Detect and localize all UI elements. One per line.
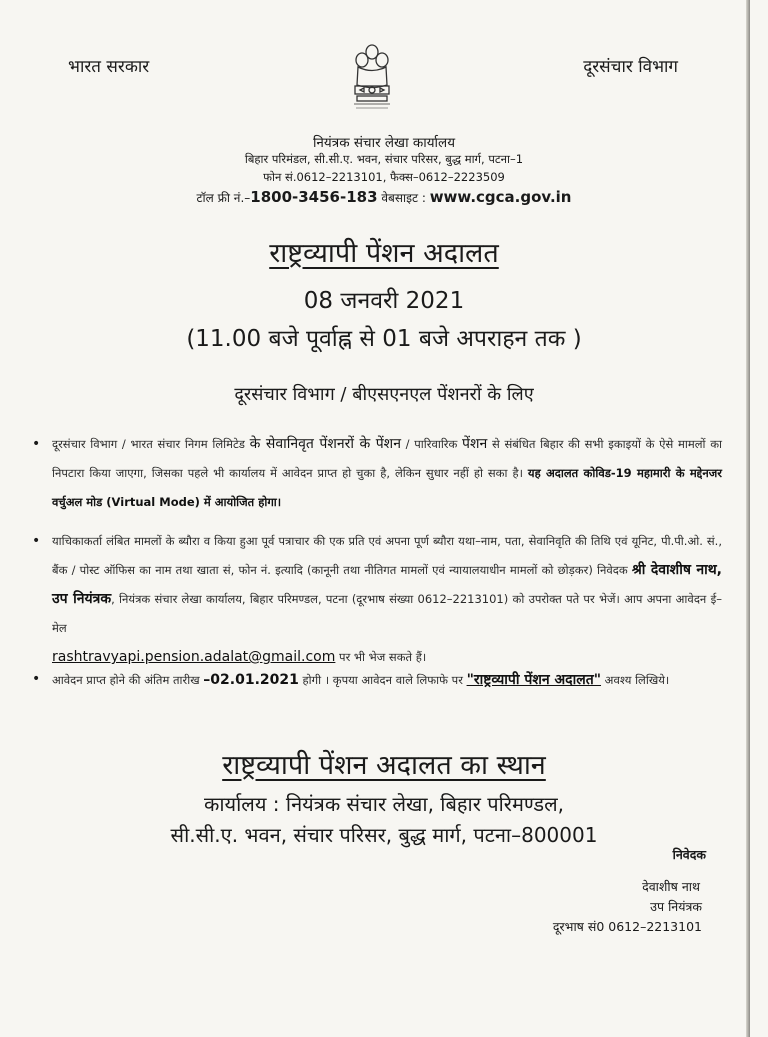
signature-phone: दूरभाष सं0 0612–2213101 <box>552 919 702 934</box>
header-right: दूरसंचार विभाग <box>583 57 678 77</box>
bullet-icon: • <box>32 671 41 687</box>
office-toll-line <box>100 188 668 206</box>
bullet-icon: • <box>32 436 41 452</box>
paragraph-deadline: आवेदन प्राप्त होने की अंतिम तारीख –02.01.2021 होगी । कृपया आवेदन वाले लिफाफे पर "राष्ट्रव्यापी पेंशन अदालत" अवश्य लिखिये। <box>52 672 670 688</box>
page-title: राष्ट्रव्यापी पेंशन अदालत <box>269 238 499 269</box>
signature-name: देवाशीष नाथ <box>642 879 700 894</box>
office-phone: फोन सं.0612–2213101, फैक्स–0612–2223509 <box>263 170 505 184</box>
venue-line-2: सी.सी.ए. भवन, संचार परिसर, बुद्ध मार्ग, पटना–800001 <box>170 823 598 847</box>
office-name: नियंत्रक संचार लेखा कार्यालय <box>312 135 456 151</box>
paragraph-submission: याचिकाकर्ता लंबित मामलों के ब्यौरा व किया हुआ पूर्व पत्राचार की एक प्रति एवं अपना पूर्ण ब्यौरा यथा–नाम, पता, सेवानिवृति की तिथि एवं यूनिट, पी.पी.ओ. सं., बैंक / पोस्ट ऑफिस का नाम तथा खाता सं, फोन नं. इत्यादि (कानूनी तथा नीतिगत मामलों एवं न्यायालयाधीन मामलों को छोड़कर) निवेदक श्री देवाशीष नाथ, उप नियंत्रक, नियंत्रक संचार लेखा कार्यालय, बिहार परिमण्डल, पटना (दूरभाष संख्या 0612–2213101) को उपरोक्त पते पर भेजें। आप अपना आवेदन ई–मेल rashtravyapi.pension.adalat@gmail.com पर भी भेज सकते हैं। <box>52 534 722 665</box>
audience-line: दूरसंचार विभाग / बीएसएनएल पेंशनरों के लिए <box>234 384 534 405</box>
signature-designation: उप नियंत्रक <box>650 899 702 914</box>
venue-title: राष्ट्रव्यापी पेंशन अदालत का स्थान <box>222 750 546 781</box>
page-edge <box>746 0 750 1037</box>
paragraph-eligibility: दूरसंचार विभाग / भारत संचार निगम लिमिटेड के सेवानिवृत पेंशनरों के पेंशन / पारिवारिक पेंशन से संबंधित बिहार की सभी इकाइयों के ऐसे मामलों का निपटारा किया जाएगा, जिसका पहले भी कार्यालय में आवेदन प्राप्त हो चुका है, लेकिन सुधार नहीं हो सका है। यह अदालत कोविड-19 महामारी के मद्देनजर वर्चुअल मोड (Virtual Mode) में आयोजित होगा। <box>52 436 723 509</box>
website-link[interactable]: www.cgca.gov.in <box>429 188 572 206</box>
signature-label: निवेदक <box>672 847 706 862</box>
header-left: भारत सरकार <box>68 57 150 77</box>
toll-label: टॉल फ्री नं.– <box>196 191 251 205</box>
event-time: (11.00 बजे पूर्वाह्न से 01 बजे अपराहन तक ) <box>186 326 582 352</box>
bullet-icon: • <box>32 533 41 549</box>
deadline-date: –02.01.2021 <box>203 672 299 688</box>
office-address: बिहार परिमंडल, सी.सी.ए. भवन, संचार परिसर, बुद्ध मार्ग, पटना–1 <box>244 152 524 166</box>
toll-number: 1800-3456-183 <box>250 188 378 206</box>
envelope-label: "राष्ट्रव्यापी पेंशन अदालत" <box>466 672 602 688</box>
venue-line-1: कार्यालय : नियंत्रक संचार लेखा, बिहार परिमण्डल, <box>203 792 565 816</box>
state-emblem-icon <box>346 40 398 120</box>
event-date: 08 जनवरी 2021 <box>303 288 465 314</box>
website-label: वेबसाइट : <box>377 191 430 205</box>
email-link[interactable]: rashtravyapi.pension.adalat@gmail.com <box>52 649 336 665</box>
